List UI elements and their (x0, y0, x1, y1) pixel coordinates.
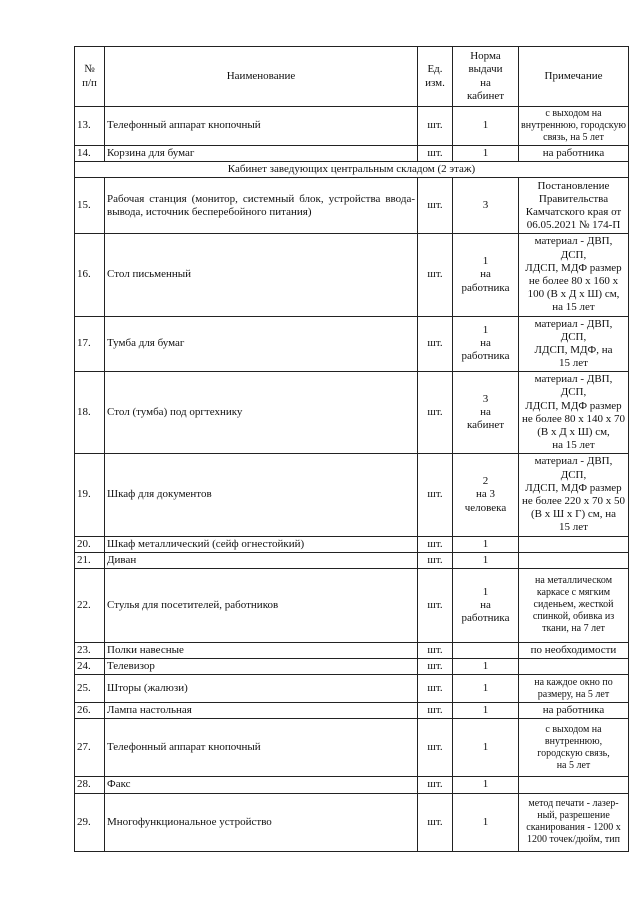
row-note: на работника (519, 146, 629, 162)
row-norm: 3 на кабинет (453, 372, 519, 454)
row-unit: шт. (418, 568, 453, 642)
row-number: 24. (75, 659, 105, 675)
row-note: с выходом на внутреннюю, городскую связь, на 5 лет (519, 107, 629, 146)
row-norm: 1 на работника (453, 234, 519, 316)
row-norm: 2 на 3 человека (453, 454, 519, 536)
header-norm: Норма выдачи на кабинет (453, 47, 519, 107)
row-number: 14. (75, 146, 105, 162)
row-norm: 1 (453, 146, 519, 162)
row-name: Телефонный аппарат кнопочный (105, 107, 418, 146)
rows-before-section (75, 107, 629, 162)
row-unit: шт. (418, 552, 453, 568)
row-unit: шт. (418, 372, 453, 454)
row-number: 18. (75, 372, 105, 454)
row-norm: 1 (453, 536, 519, 552)
row-name: Рабочая станция (монитор, системный блок, устройства ввода-вывода, источник бесперебойного питания) (105, 178, 418, 234)
row-unit: шт. (418, 146, 453, 162)
row-norm: 1 (453, 675, 519, 703)
row-note: материал - ДВП, ДСП, ЛДСП, МДФ размер не более 80 х 160 х 100 (В х Д х Ш) см, на 15 лет (519, 234, 629, 316)
rows-after-section (75, 178, 629, 851)
row-unit: шт. (418, 234, 453, 316)
table-row (75, 568, 629, 642)
table-row (75, 107, 629, 146)
row-norm: 1 на работника (453, 316, 519, 372)
row-unit: шт. (418, 107, 453, 146)
row-name: Корзина для бумаг (105, 146, 418, 162)
row-note: на металлическом каркасе с мягким сиденьем, жесткой спинкой, обивка из ткани, на 7 лет (519, 568, 629, 642)
table-row (75, 642, 629, 658)
row-number: 13. (75, 107, 105, 146)
row-name: Диван (105, 552, 418, 568)
row-name: Многофункциональное устройство (105, 793, 418, 851)
row-name: Полки навесные (105, 642, 418, 658)
row-number: 26. (75, 703, 105, 719)
row-number: 22. (75, 568, 105, 642)
row-number: 16. (75, 234, 105, 316)
row-note: с выходом на внутреннюю, городскую связь, на 5 лет (519, 719, 629, 777)
row-number: 23. (75, 642, 105, 658)
row-name: Стол письменный (105, 234, 418, 316)
row-unit: шт. (418, 675, 453, 703)
row-unit: шт. (418, 316, 453, 372)
row-unit: шт. (418, 536, 453, 552)
section-row (75, 162, 629, 178)
row-norm: 1 (453, 719, 519, 777)
table-row (75, 372, 629, 454)
row-name: Тумба для бумаг (105, 316, 418, 372)
row-norm: 1 на работника (453, 568, 519, 642)
row-note (519, 552, 629, 568)
row-norm: 1 (453, 703, 519, 719)
row-number: 25. (75, 675, 105, 703)
table-row (75, 146, 629, 162)
row-unit: шт. (418, 659, 453, 675)
table-row (75, 659, 629, 675)
row-number: 15. (75, 178, 105, 234)
row-number: 20. (75, 536, 105, 552)
table-row (75, 777, 629, 793)
table-row (75, 793, 629, 851)
table-row (75, 719, 629, 777)
row-unit: шт. (418, 719, 453, 777)
row-note: по необходимости (519, 642, 629, 658)
row-unit: шт. (418, 793, 453, 851)
header-unit: Ед. изм. (418, 47, 453, 107)
row-unit: шт. (418, 703, 453, 719)
row-name: Телевизор (105, 659, 418, 675)
header-row (75, 47, 629, 107)
row-norm: 1 (453, 552, 519, 568)
header-num: № п/п (75, 47, 105, 107)
row-unit: шт. (418, 454, 453, 536)
row-number: 17. (75, 316, 105, 372)
row-note: Постановление Правительства Камчатского края от 06.05.2021 № 174-П (519, 178, 629, 234)
section-title: Кабинет заведующих центральным складом (2 этаж) (75, 162, 629, 178)
row-name: Шкаф металлический (сейф огнестойкий) (105, 536, 418, 552)
row-name: Телефонный аппарат кнопочный (105, 719, 418, 777)
row-number: 27. (75, 719, 105, 777)
row-name: Шторы (жалюзи) (105, 675, 418, 703)
row-norm (453, 642, 519, 658)
row-name: Стулья для посетителей, работников (105, 568, 418, 642)
row-norm: 1 (453, 107, 519, 146)
table-row (75, 552, 629, 568)
row-note: материал - ДВП, ДСП, ЛДСП, МДФ размер не более 220 х 70 х 50 (В х Ш х Г) см, на 15 лет (519, 454, 629, 536)
section-block (75, 162, 629, 178)
table-row (75, 454, 629, 536)
row-name: Лампа настольная (105, 703, 418, 719)
row-note: метод печати - лазер- ный, разрешение сканирования - 1200 х 1200 точек/дюйм, тип (519, 793, 629, 851)
row-number: 28. (75, 777, 105, 793)
row-name: Стол (тумба) под оргтехнику (105, 372, 418, 454)
row-name: Шкаф для документов (105, 454, 418, 536)
row-number: 21. (75, 552, 105, 568)
row-note: на каждое окно по размеру, на 5 лет (519, 675, 629, 703)
row-unit: шт. (418, 178, 453, 234)
table-row (75, 703, 629, 719)
row-note: материал - ДВП, ДСП, ЛДСП, МДФ размер не более 80 х 140 х 70 (В х Д х Ш) см, на 15 лет (519, 372, 629, 454)
table-row (75, 536, 629, 552)
row-unit: шт. (418, 642, 453, 658)
row-note: материал - ДВП, ДСП, ЛДСП, МДФ, на 15 лет (519, 316, 629, 372)
row-name: Факс (105, 777, 418, 793)
row-note (519, 777, 629, 793)
row-note: на работника (519, 703, 629, 719)
equipment-norms-table (74, 46, 629, 852)
row-unit: шт. (418, 777, 453, 793)
row-norm: 3 (453, 178, 519, 234)
row-norm: 1 (453, 777, 519, 793)
table-row (75, 178, 629, 234)
row-note (519, 536, 629, 552)
row-note (519, 659, 629, 675)
row-norm: 1 (453, 793, 519, 851)
table-row (75, 316, 629, 372)
row-number: 29. (75, 793, 105, 851)
header-note: Примечание (519, 47, 629, 107)
table-row (75, 675, 629, 703)
row-number: 19. (75, 454, 105, 536)
row-norm: 1 (453, 659, 519, 675)
header-name: Наименование (105, 47, 418, 107)
table-row (75, 234, 629, 316)
